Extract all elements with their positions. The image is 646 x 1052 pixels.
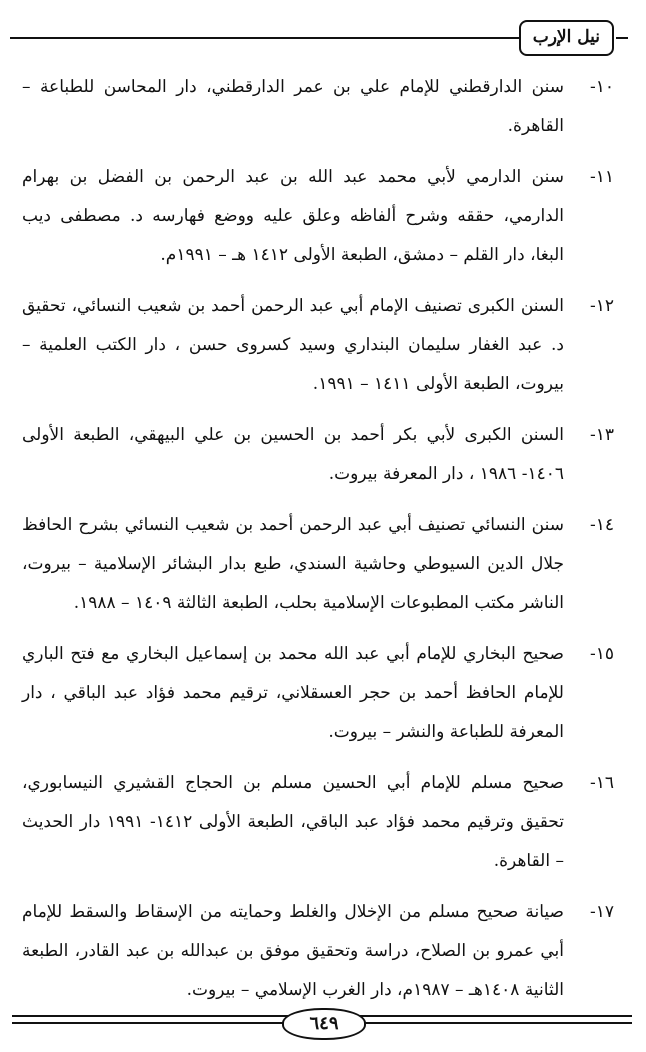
reference-entry [22, 764, 614, 881]
header-rule-end [616, 37, 628, 39]
reference-entry [22, 158, 614, 275]
entry-number: ١٤- [589, 515, 614, 535]
header-rule [10, 37, 532, 39]
reference-list [22, 68, 614, 1022]
entry-number: ١٠- [589, 77, 614, 97]
entry-text: سنن الدارمي لأبي محمد عبد الله بن عبد الرحمن بن الفضل بن بهرام الدارمي، حققه وشرح ألفاظه وعلق عليه ووضع فهارسه د. مصطفى ديب البغا، دار القلم – دمشق، الطبعة الأولى ١٤١٢ هـ – ١٩٩١م. [22, 167, 564, 265]
entry-number: ١٢- [589, 296, 614, 316]
entry-text: صيانة صحيح مسلم من الإخلال والغلط وحمايته من الإسقاط والسقط للإمام أبي عمرو بن الصلاح، دراسة وتحقيق موفق بن عبدالله بن عبد القادر، الطبعة الثانية ١٤٠٨هـ – ١٩٨٧م، دار الغرب الإسلامي – بيروت. [22, 902, 564, 1000]
page-header [10, 18, 628, 54]
entry-number: ١٥- [589, 644, 614, 664]
entry-text: السنن الكبرى لأبي بكر أحمد بن الحسين بن علي البيهقي، الطبعة الأولى ١٤٠٦- ١٩٨٦ ، دار المعرفة بيروت. [22, 425, 564, 484]
reference-entry [22, 416, 614, 494]
entry-text: سنن النسائي تصنيف أبي عبد الرحمن أحمد بن شعيب النسائي بشرح الحافظ جلال الدين السيوطي وحاشية السندي، طبع بدار البشائر الإسلامية – بيروت، الناشر مكتب المطبوعات الإسلامية بحلب، الطبعة الثالثة ١٤٠٩ – ١٩٨٨. [22, 515, 564, 613]
reference-entry [22, 635, 614, 752]
entry-text: السنن الكبرى تصنيف الإمام أبي عبد الرحمن أحمد بن شعيب النسائي، تحقيق د. عبد الغفار سليمان البنداري وسيد كسروى حسن ، دار الكتب العلمية – بيروت، الطبعة الأولى ١٤١١ – ١٩٩١. [22, 296, 564, 394]
entry-number: ١١- [589, 167, 614, 187]
page-number: ٦٤٩ [282, 1008, 366, 1040]
reference-entry [22, 287, 614, 404]
reference-entry [22, 893, 614, 1010]
entry-text: سنن الدارقطني للإمام علي بن عمر الدارقطني، دار المحاسن للطباعة – القاهرة. [22, 77, 564, 136]
entry-number: ١٣- [589, 425, 614, 445]
entry-number: ١٦- [589, 773, 614, 793]
entry-text: صحيح مسلم للإمام أبي الحسين مسلم بن الحجاج القشيري النيسابوري، تحقيق وترقيم محمد فؤاد عبد الباقي، الطبعة الأولى ١٤١٢- ١٩٩١ دار الحديث – القاهرة. [22, 773, 564, 871]
entry-number: ١٧- [589, 902, 614, 922]
entry-text: صحيح البخاري للإمام أبي عبد الله محمد بن إسماعيل البخاري مع فتح الباري للإمام الحافظ أحمد بن حجر العسقلاني، ترقيم محمد فؤاد عبد الباقي ، دار المعرفة للطباعة والنشر – بيروت. [22, 644, 564, 742]
reference-entry [22, 506, 614, 623]
running-title: نيل الإرب [519, 20, 614, 56]
page-footer [12, 1008, 632, 1042]
reference-entry [22, 68, 614, 146]
